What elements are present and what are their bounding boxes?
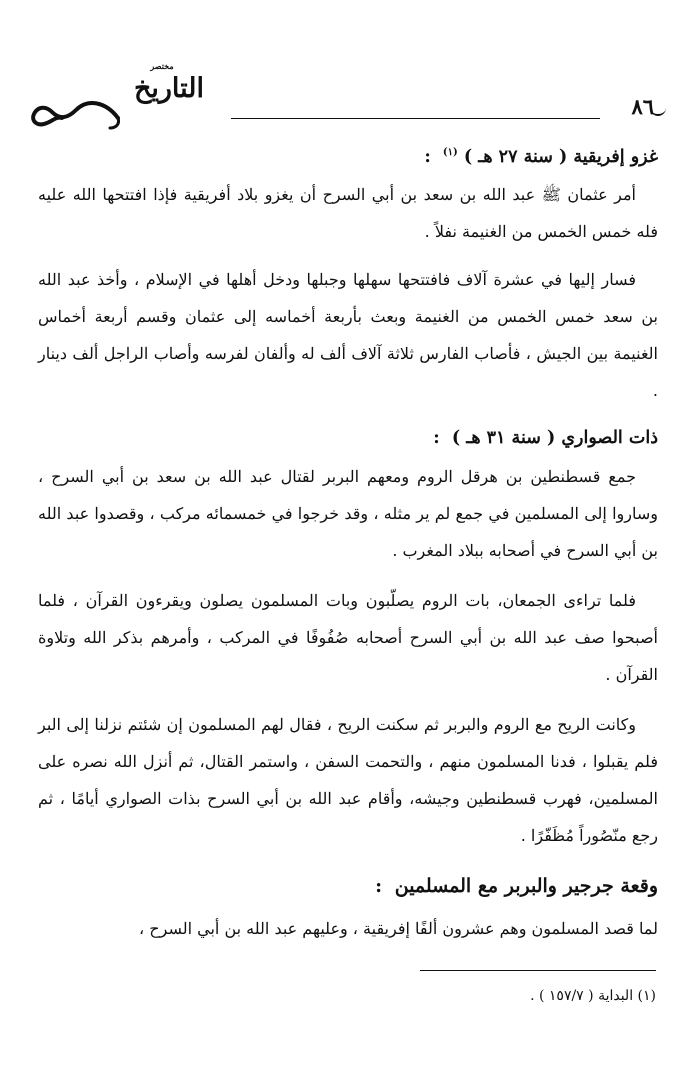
paragraph [38,582,658,693]
heading-colon: : [433,428,440,448]
book-title-logo [26,60,236,132]
page-number: ٨٦ [631,94,654,119]
page-header [26,60,666,130]
section-title: غزو إفريقية ( سنة ٢٧ هـ ) [463,146,658,167]
paragraph [38,176,658,250]
paragraph-text: وكانت الريح مع الروم والبربر ثم سكنت الريح ، فقال لهم المسلمون إن شئتم نزلنا إلى البر فلم يقبلوا ، فدنا المسلمون منهم ، والتحمت السفن ، واستمر القتال، ثم أنزل الله نصره على المسلمين، فهرب قسطنطين وجيشه، وأقام عبد الله بن أبي السرح بذات الصواري أيامًا ، ثم رجع منّصُوراً مُظَفّرًا . [38,715,658,845]
paragraph-text: فسار إليها في عشرة آلاف فافتتحها سهلها وجبلها ودخل أهلها في الإسلام ، وأخذ عبد الله بن سعد خمس الخمس من الغنيمة وبعث بأربعة أخماسه إلى عثمان وقسم أربعة أخماس الغنيمة بين الجيش ، فأصاب الفارس ثلاثة آلاف ألف له وألفان لفرسه وأصاب الراجل ألف دينار . [38,270,658,400]
section-title: وقعة جرجير والبربر مع المسلمين [394,875,658,897]
footnote-reference: (١) [442,147,458,158]
footnote-rule [420,970,656,971]
paragraph-text: لما قصد المسلمون وهم عشرون ألفًا إفريقية ، وعليهم عبد الله بن أبي السرح ، [139,919,658,938]
header-rule [231,118,600,119]
logo-main-word: التاريخ [133,73,205,104]
section-heading-jarjir [38,871,658,901]
section-title: ذات الصواري ( سنة ٣١ هـ ) [451,428,658,448]
paragraph-text: فلما تراءى الجمعان، بات الروم يصلّبون وبات المسلمون يصلون ويقرءون القرآن ، فلما أصبحوا صف عبد الله بن أبي السرح أصحابه صُفُوفًا في المركب ، وأمرهم بذكر الله وتلاوة القرآن . [38,591,658,684]
footnote: (١) البداية ( ١٥٧/٧ ) . [530,988,656,1004]
paragraph [38,261,658,409]
paragraph-text: أمر عثمان ﷺ عبد الله بن سعد بن أبي السرح أن يغزو بلاد أفريقية فإذا افتتحها الله عليه فله خمس الخمس من الغنيمة نفلاً . [38,185,658,241]
section-heading-dhat-al-sawari [38,423,658,453]
logo-top-word: مختصر [150,61,174,71]
heading-colon: : [375,875,383,897]
paragraph [38,910,658,947]
page-number-flourish [650,104,666,116]
heading-colon: : [424,146,431,167]
paragraph [38,458,658,569]
calligraphy-swash-icon [26,88,122,132]
paragraph [38,706,658,854]
paragraph-text: جمع قسطنطين بن هرقل الروم ومعهم البربر لقتال عبد الله بن سعد بن أبي السرح ، وساروا إلى المسلمين في جمع لم ير مثله ، وقد خرجوا في خمسمائه مركب ، وقصدوا عبد الله بن أبي السرح في أصحابه ببلاد المغرب . [38,467,658,560]
section-heading-ifriqiya [38,138,658,172]
